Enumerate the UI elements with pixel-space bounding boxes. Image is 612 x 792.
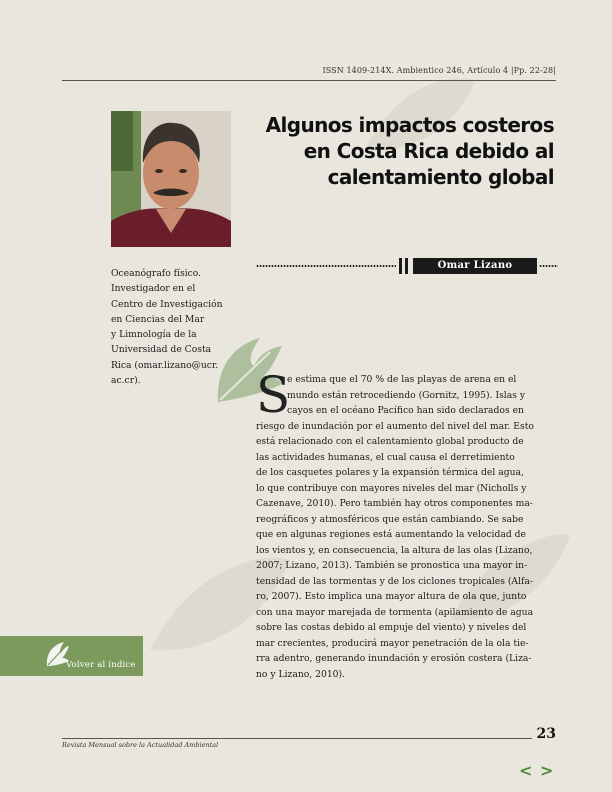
bio-line: Investigador en el: [111, 283, 196, 295]
dotted-rule-right: [539, 265, 558, 267]
title-line: en Costa Rica debido al: [303, 139, 554, 163]
author-name: Omar Lizano: [413, 258, 537, 274]
drop-cap: S: [256, 366, 291, 424]
body-line: lo que contribuye con mayores niveles del mar (Nicholls y: [256, 482, 527, 494]
article-title: [254, 112, 554, 190]
bio-line: en Ciencias del Mar: [111, 313, 205, 325]
body-line: Cazenave, 2010). Pero también hay otros componentes ma-: [256, 498, 533, 509]
body-line: e estima que el 70 % de las playas de arena en el: [287, 374, 517, 385]
body-line: cayos en el océano Pacífico han sido declarados en: [287, 405, 524, 416]
back-to-index-button[interactable]: [0, 636, 143, 676]
header-divider: [62, 80, 556, 81]
author-banner: [256, 258, 558, 274]
body-line: con una mayor marejada de tormenta (apilamiento de agua: [256, 606, 534, 618]
body-line: mundo están retrocediendo (Gornitz, 1995). Islas y: [287, 389, 526, 401]
body-line: riesgo de inundación por el aumento del nivel del mar. Esto: [256, 420, 534, 432]
dotted-rule-left: [256, 265, 396, 267]
back-to-index-label: Volver al índice: [66, 660, 136, 670]
bio-line: ac.cr).: [111, 375, 141, 387]
body-line: sobre las costas debido al empuje del viento) y niveles del: [256, 622, 527, 633]
body-line: las actividades humanas, el cual causa el derretimiento: [256, 451, 515, 463]
bio-line: Universidad de Costa: [111, 344, 212, 356]
body-line: los vientos y, en consecuencia, la altura de las olas (Lizano,: [256, 544, 533, 556]
prev-page-button[interactable]: <: [519, 761, 533, 780]
body-line: rra adentro, generando inundación y erosión costera (Liza-: [256, 653, 532, 664]
journal-name: Revista Mensual sobre la Actualidad Ambiental: [62, 741, 219, 749]
bio-line: Centro de Investigación: [111, 298, 223, 310]
next-page-button[interactable]: >: [540, 761, 554, 780]
body-line: ro, 2007). Esto implica una mayor altura de ola que, junto: [256, 591, 527, 602]
bio-line: y Limnología de la: [111, 329, 197, 341]
body-line: 2007; Lizano, 2013). También se pronostica una mayor in-: [256, 560, 528, 571]
bio-line: Rica (omar.lizano@ucr.: [111, 359, 219, 371]
article-body: [256, 366, 558, 682]
bio-line: Oceanógrafo físico.: [111, 268, 202, 279]
body-line: que en algunas regiones está aumentando la velocidad de: [256, 529, 526, 540]
body-line: de los casquetes polares y la expansión térmica del agua,: [256, 467, 524, 478]
issn-header: ISSN 1409-214X. Ambientico 246, Artículo 4 |Pp. 22-28|: [322, 66, 556, 75]
body-line: está relacionado con el calentamiento global producto de: [256, 436, 524, 447]
body-line: mar crecientes, producirá mayor penetración de la ola tie-: [256, 637, 529, 649]
footer-divider: [62, 738, 532, 739]
author-photo: [111, 111, 231, 247]
page-number: 23: [536, 726, 556, 742]
double-bar-ornament: [399, 258, 410, 274]
body-line: reográficos y atmosféricos que están cambiando. Se sabe: [256, 513, 524, 525]
title-line: calentamiento global: [327, 165, 554, 189]
body-line: no y Lizano, 2010).: [256, 668, 346, 680]
title-line: Algunos impactos costeros: [265, 113, 554, 137]
body-line: tensidad de las tormentas y de los ciclones tropicales (Alfa-: [256, 575, 533, 587]
